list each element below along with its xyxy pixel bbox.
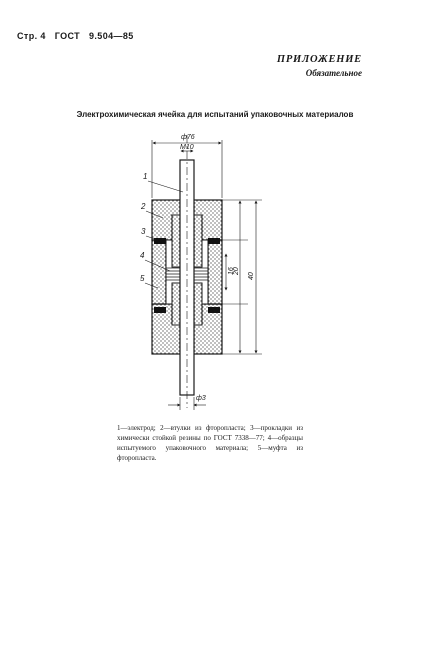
appendix-subtitle: Обязательное <box>305 68 362 78</box>
dim-40: 40 <box>248 272 255 280</box>
standard-number: 9.504—85 <box>88 31 134 41</box>
dim-outer-diameter: ф76 <box>181 134 195 141</box>
callout-label: 3 <box>141 227 146 236</box>
standard-label: ГОСТ <box>54 31 81 41</box>
callout-1 <box>143 172 183 192</box>
page-number: Стр. 4 <box>17 31 46 41</box>
callout-label: 1 <box>143 172 148 181</box>
callout-label: 5 <box>140 274 145 283</box>
gasket-top-right <box>208 238 220 244</box>
dim-20: 20 <box>233 267 240 275</box>
dim-thread: М10 <box>180 144 194 151</box>
dim-rod-diameter: ф3 <box>196 395 206 402</box>
appendix-title: ПРИЛОЖЕНИЕ <box>276 54 362 65</box>
figure-legend: 1—электрод; 2—втулки из фторопласта; 3—прокладки из химически стойкой резины по ГОСТ 7338—77; 4—образцы испытуемого упаковочного материала; 5—муфта из фторопласта. <box>117 424 303 462</box>
callout-label: 4 <box>140 251 145 260</box>
gasket-bottom-right <box>208 307 220 313</box>
coupling-right <box>208 240 222 304</box>
gasket-bottom-left <box>154 307 166 313</box>
callout-label: 2 <box>141 202 146 211</box>
coupling-left <box>152 240 166 304</box>
dim-16: 16 <box>228 267 235 275</box>
figure-title: Электрохимическая ячейка для испытаний упаковочных материалов <box>76 110 354 119</box>
gasket-top-left <box>154 238 166 244</box>
